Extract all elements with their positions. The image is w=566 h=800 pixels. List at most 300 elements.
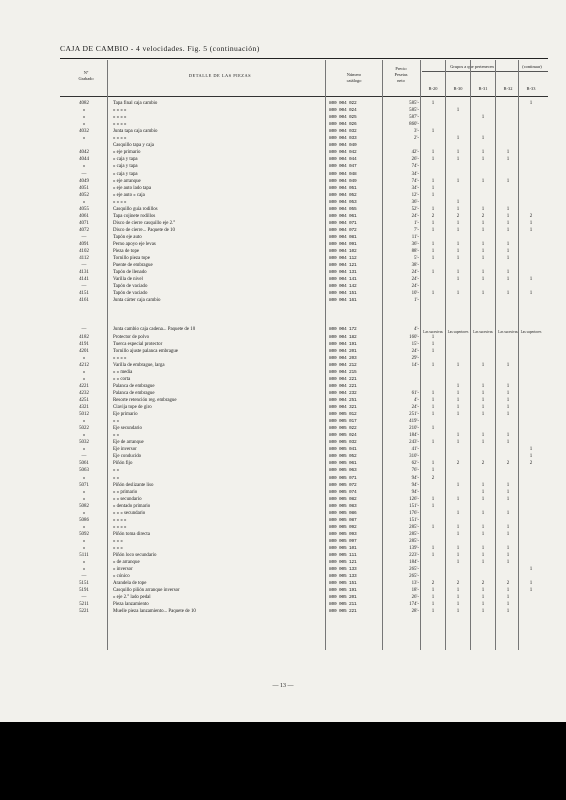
group-quantity: 1 xyxy=(431,440,435,446)
part-ref-number: 4051 xyxy=(79,185,89,191)
group-quantity: 1 xyxy=(481,405,485,410)
group-quantity: 1 xyxy=(481,277,485,283)
part-catalog-number: 800 004 091 xyxy=(329,242,357,247)
part-description: Junta cárter caja cambio xyxy=(113,298,161,304)
part-catalog-number: 800 004 040 xyxy=(329,143,357,149)
group-quantity: 1 xyxy=(431,602,435,608)
group-quantity: 1 xyxy=(481,531,485,537)
part-catalog-number: 800 005 061 xyxy=(329,461,357,467)
part-ref-number: 5032 xyxy=(79,440,89,446)
table-row xyxy=(0,425,566,432)
table-row xyxy=(0,348,566,355)
group-quantity: 2 xyxy=(529,461,533,467)
group-quantity: 1 xyxy=(456,560,460,566)
table-row xyxy=(0,545,566,552)
part-price: 62'- xyxy=(411,461,419,467)
table-row xyxy=(0,171,566,178)
part-price: 36'- xyxy=(411,242,419,247)
table-row xyxy=(0,262,566,269)
part-catalog-number: 800 005 191 xyxy=(329,588,357,594)
table-row xyxy=(0,199,566,206)
header-continuar: (continuar) xyxy=(522,64,542,69)
group-quantity: 1 xyxy=(481,220,485,226)
part-price: 76'- xyxy=(411,468,419,474)
group-quantity: 1 xyxy=(481,242,485,247)
table-row xyxy=(0,255,566,262)
group-quantity: 1 xyxy=(506,277,510,283)
part-price: 585'- xyxy=(409,101,419,106)
part-description: Casquillo guía rodillos xyxy=(113,206,158,212)
part-ref-number: » xyxy=(82,489,86,495)
table-row xyxy=(0,334,566,341)
part-description: » eje primario xyxy=(113,150,141,156)
group-quantity: 1 xyxy=(506,602,510,608)
group-quantity: 2 xyxy=(456,213,460,219)
part-ref-number: » xyxy=(82,560,86,566)
part-ref-number: » xyxy=(82,510,86,516)
part-description: Junta cambio caja cadena... Paquete de 10 xyxy=(113,327,196,333)
part-ref-number: » xyxy=(82,433,86,439)
part-catalog-number: 800 004 191 xyxy=(329,341,357,347)
table-row xyxy=(0,135,566,142)
group-quantity: 1 xyxy=(529,227,533,233)
part-price: 74'- xyxy=(411,178,419,184)
group-quantity: 1 xyxy=(431,185,435,191)
part-catalog-number: 800 004 221 xyxy=(329,376,357,382)
part-ref-number: 4161 xyxy=(79,298,89,304)
part-price: 13'- xyxy=(411,581,419,587)
part-price: 14'- xyxy=(411,362,419,368)
part-ref-number: 4112 xyxy=(79,256,89,262)
group-r31: R-31 xyxy=(478,86,488,91)
header-neto: neto xyxy=(397,78,405,83)
group-quantity: 1 xyxy=(506,405,510,410)
part-catalog-number: 800 004 048 xyxy=(329,171,357,177)
part-price: 26'- xyxy=(411,595,419,601)
table-row xyxy=(0,580,566,587)
part-description: Varilla de nivel xyxy=(113,277,143,283)
part-ref-number: » xyxy=(82,108,86,114)
part-ref-number: 5082 xyxy=(79,503,89,509)
part-description: Tornillo ajuste palanca embrague xyxy=(113,348,178,354)
table-row xyxy=(0,404,566,411)
group-quantity: 1 xyxy=(506,397,510,403)
group-quantity: 1 xyxy=(431,157,435,163)
part-description: » caja y tapa xyxy=(113,164,138,170)
group-quantity: 1 xyxy=(481,227,485,233)
part-price: 5'- xyxy=(414,256,419,262)
part-description: Tapa final caja cambio xyxy=(113,101,158,106)
part-price: 151'- xyxy=(409,517,419,523)
group-quantity: 1 xyxy=(431,588,435,594)
part-price: 34'- xyxy=(411,185,419,191)
part-ref-number: 4049 xyxy=(79,178,89,184)
group-quantity: 2 xyxy=(506,461,510,467)
group-quantity: 1 xyxy=(481,397,485,403)
group-quantity: 1 xyxy=(456,270,460,276)
part-catalog-number: 800 005 121 xyxy=(329,560,357,566)
part-catalog-number: 800 004 321 xyxy=(329,405,357,410)
table-row xyxy=(0,241,566,248)
part-catalog-number: 800 004 121 xyxy=(329,263,357,269)
part-description: » eje 2.° lado pedal xyxy=(113,595,151,601)
table-row xyxy=(0,439,566,446)
table-row xyxy=(0,149,566,156)
table-row xyxy=(0,107,566,114)
group-quantity: 1 xyxy=(481,595,485,601)
part-description: Disco de cierre casquillo eje 2.° xyxy=(113,220,176,226)
part-ref-number: 5012 xyxy=(79,412,89,418)
table-row xyxy=(0,213,566,220)
table-row xyxy=(0,475,566,482)
part-ref-number: 5086 xyxy=(79,517,89,523)
table-row xyxy=(0,100,566,107)
part-catalog-number: 800 005 017 xyxy=(329,419,357,425)
group-quantity: 1 xyxy=(481,362,485,368)
table-row xyxy=(0,594,566,601)
part-description: Eje de arranque xyxy=(113,440,144,446)
group-quantity: 1 xyxy=(506,362,510,368)
table-row xyxy=(0,418,566,425)
part-description: Pieza lanzamiento xyxy=(113,602,149,608)
part-ref-number: 4055 xyxy=(79,206,89,212)
group-quantity: 1 xyxy=(481,412,485,418)
part-description: Tapón de llenado xyxy=(113,270,147,276)
table-row xyxy=(0,192,566,199)
part-price: 24'- xyxy=(411,270,419,276)
table-row xyxy=(0,290,566,297)
group-quantity: 1 xyxy=(506,560,510,566)
group-quantity: 2 xyxy=(481,461,485,467)
group-quantity: 2 xyxy=(529,213,533,219)
group-quantity: 1 xyxy=(506,440,510,446)
part-catalog-number: 800 005 211 xyxy=(329,602,357,608)
part-price: 34'- xyxy=(411,171,419,177)
part-description: Arandela de tope xyxy=(113,581,147,587)
part-description: » » secundario xyxy=(113,496,142,502)
part-description: » » xyxy=(113,433,120,439)
group-quantity: 1 xyxy=(456,405,460,410)
part-price: 251'- xyxy=(409,412,419,418)
part-price: 24'- xyxy=(411,213,419,219)
part-ref-number: 4072 xyxy=(79,227,89,233)
part-ref-number: 4061 xyxy=(79,213,89,219)
table-row xyxy=(0,128,566,135)
part-catalog-number: 800 005 032 xyxy=(329,440,357,446)
group-quantity: 2 xyxy=(481,581,485,587)
table-row xyxy=(0,432,566,439)
part-ref-number: — xyxy=(81,263,87,269)
part-price: 210'- xyxy=(409,426,419,432)
group-quantity: 1 xyxy=(431,553,435,559)
group-quantity: 1 xyxy=(456,524,460,530)
group-quantity: 2 xyxy=(431,581,435,587)
part-ref-number: 5071 xyxy=(79,482,89,488)
part-description: Piñón toma directa xyxy=(113,531,150,537)
part-ref-number: » xyxy=(82,136,86,142)
part-catalog-number: 800 004 141 xyxy=(329,277,357,283)
group-quantity: 1 xyxy=(506,383,510,389)
part-description: » » xyxy=(113,475,120,481)
part-price: 1'- xyxy=(414,298,419,304)
part-description: » de arranque xyxy=(113,560,140,566)
part-price: 52'- xyxy=(411,206,419,212)
part-price: 12'- xyxy=(411,192,419,198)
part-price: 265'- xyxy=(409,574,419,580)
part-ref-number: » xyxy=(82,115,86,121)
group-quantity: 1 xyxy=(431,609,435,615)
group-quantity: 2 xyxy=(431,213,435,219)
part-price: 4'- xyxy=(414,327,419,333)
group-quantity: 1 xyxy=(481,249,485,255)
table-row xyxy=(0,383,566,390)
part-price: 88'- xyxy=(411,249,419,255)
part-ref-number: — xyxy=(81,454,87,460)
part-price: 285'- xyxy=(409,538,419,544)
part-catalog-number: 800 004 182 xyxy=(329,334,357,340)
group-quantity: 1 xyxy=(481,256,485,262)
part-ref-number: 5221 xyxy=(79,609,89,615)
part-description: Puente de embrague xyxy=(113,263,153,269)
group-quantity: 1 xyxy=(481,602,485,608)
table-row xyxy=(0,121,566,128)
group-quantity: 1 xyxy=(431,178,435,184)
part-description: Piñón fijo xyxy=(113,461,133,467)
part-price: 151'- xyxy=(409,503,419,509)
group-quantity: 1 xyxy=(506,510,510,516)
group-quantity: 1 xyxy=(481,553,485,559)
part-price: 61'- xyxy=(411,390,419,396)
group-quantity: 1 xyxy=(481,440,485,446)
group-quantity: 1 xyxy=(456,362,460,368)
table-row xyxy=(0,467,566,474)
group-quantity: 1 xyxy=(481,482,485,488)
part-description: Eje conducido xyxy=(113,454,142,460)
part-description: Protector de polvo xyxy=(113,334,150,340)
part-catalog-number: 800 004 203 xyxy=(329,355,357,361)
part-ref-number: — xyxy=(81,171,87,177)
part-ref-number: 4212 xyxy=(79,362,89,368)
group-note: Las sucesivas xyxy=(473,330,493,334)
part-ref-number: 4042 xyxy=(79,150,89,156)
part-ref-number: 4141 xyxy=(79,277,89,283)
part-price: 94'- xyxy=(411,489,419,495)
group-quantity: 1 xyxy=(506,213,510,219)
part-description: » » » xyxy=(113,546,123,551)
group-quantity: 1 xyxy=(431,227,435,233)
group-quantity: 1 xyxy=(506,546,510,551)
table-row xyxy=(0,178,566,185)
group-quantity: 1 xyxy=(456,199,460,205)
part-price: 243'- xyxy=(409,440,419,446)
part-ref-number: » xyxy=(82,524,86,530)
table-row xyxy=(0,573,566,580)
part-ref-number: 4102 xyxy=(79,249,89,255)
part-price: 419'- xyxy=(409,419,419,425)
group-quantity: 1 xyxy=(456,136,460,142)
part-ref-number: 4032 xyxy=(79,129,89,135)
group-quantity: 1 xyxy=(431,129,435,135)
group-quantity: 1 xyxy=(529,588,533,594)
group-quantity: 1 xyxy=(506,553,510,559)
group-quantity: 1 xyxy=(506,524,510,530)
part-ref-number: » xyxy=(82,546,86,551)
part-description: Casquillo piñón arranque inversor xyxy=(113,588,180,594)
part-catalog-number: 800 004 172 xyxy=(329,327,357,333)
part-ref-number: 4232 xyxy=(79,390,89,396)
group-quantity: 1 xyxy=(456,546,460,551)
group-quantity: 1 xyxy=(481,433,485,439)
part-description: » » xyxy=(113,468,120,474)
group-quantity: 1 xyxy=(456,249,460,255)
group-quantity: 1 xyxy=(431,334,435,340)
part-catalog-number: 800 005 072 xyxy=(329,482,357,488)
part-description: Clavija tope de giro xyxy=(113,405,152,410)
part-description: » eje arranque xyxy=(113,178,141,184)
part-description: » » » xyxy=(113,538,123,544)
group-quantity: 1 xyxy=(506,242,510,247)
part-description: » » » » xyxy=(113,122,127,128)
group-quantity: 1 xyxy=(456,227,460,233)
part-ref-number: 5151 xyxy=(79,581,89,587)
part-catalog-number: 800 004 232 xyxy=(329,390,357,396)
group-r30: R-30 xyxy=(453,86,463,91)
part-description: » » xyxy=(113,419,120,425)
part-price: 42'- xyxy=(411,150,419,156)
part-catalog-number: 800 004 072 xyxy=(329,227,357,233)
part-catalog-number: 800 005 083 xyxy=(329,503,357,509)
group-quantity: 1 xyxy=(456,482,460,488)
part-ref-number: 4131 xyxy=(79,270,89,276)
part-price: 74'- xyxy=(411,164,419,170)
part-description: Palanca de embrague xyxy=(113,383,155,389)
group-quantity: 1 xyxy=(431,595,435,601)
part-catalog-number: 800 004 071 xyxy=(329,220,357,226)
part-description: » » » » xyxy=(113,524,127,530)
table-row xyxy=(0,510,566,517)
group-quantity: 1 xyxy=(431,150,435,156)
table-row xyxy=(0,220,566,227)
part-price: 7'- xyxy=(414,227,419,233)
table-row xyxy=(0,503,566,510)
group-quantity: 1 xyxy=(506,227,510,233)
group-quantity: 1 xyxy=(529,277,533,283)
header-catalogo: catálogo xyxy=(346,78,362,83)
part-ref-number: » xyxy=(82,496,86,502)
part-description: Tornillo pieza tope xyxy=(113,256,150,262)
part-ref-number: 4182 xyxy=(79,334,89,340)
part-catalog-number: 800 004 055 xyxy=(329,206,357,212)
group-quantity: 1 xyxy=(456,609,460,615)
part-ref-number: » xyxy=(82,199,86,205)
part-description: » » corta xyxy=(113,376,131,382)
part-description: Casquillo tapa y caja xyxy=(113,143,154,149)
part-description: » » » » xyxy=(113,355,127,361)
part-catalog-number: 800 004 212 xyxy=(329,362,357,368)
part-ref-number: 4052 xyxy=(79,192,89,198)
part-catalog-number: 800 004 026 xyxy=(329,122,357,128)
group-quantity: 1 xyxy=(431,461,435,467)
part-ref-number: 4082 xyxy=(79,101,89,106)
table-row xyxy=(0,355,566,362)
group-quantity: 1 xyxy=(506,531,510,537)
group-quantity: 1 xyxy=(481,383,485,389)
header-numero: Número xyxy=(346,72,362,77)
part-ref-number: — xyxy=(81,284,87,290)
part-ref-number: 4071 xyxy=(79,220,89,226)
group-quantity: 1 xyxy=(481,609,485,615)
group-quantity: 1 xyxy=(481,546,485,551)
part-price: 585'- xyxy=(409,108,419,114)
part-catalog-number: 800 004 022 xyxy=(329,101,357,106)
part-catalog-number: 800 005 022 xyxy=(329,426,357,432)
part-price: 587'- xyxy=(409,115,419,121)
table-row xyxy=(0,517,566,524)
part-ref-number: 5191 xyxy=(79,588,89,594)
part-price: 2'- xyxy=(414,136,419,142)
part-description: Palanca de embrague xyxy=(113,390,155,396)
part-description: » eje auto » caja xyxy=(113,192,145,198)
part-ref-number: 4091 xyxy=(79,242,89,247)
part-description: Pieza de tope xyxy=(113,249,140,255)
part-price: 184'- xyxy=(409,560,419,566)
part-catalog-number: 800 004 142 xyxy=(329,284,357,290)
table-row xyxy=(0,185,566,192)
table-row xyxy=(0,156,566,163)
table-row xyxy=(0,489,566,496)
header-num: Nº xyxy=(83,70,89,75)
group-quantity: 1 xyxy=(506,150,510,156)
part-description: Eje secundario xyxy=(113,426,142,432)
part-catalog-number: 800 004 032 xyxy=(329,129,357,135)
part-price: 29'- xyxy=(411,355,419,361)
table-row xyxy=(0,608,566,615)
group-quantity: 1 xyxy=(431,503,435,509)
table-row xyxy=(0,552,566,559)
part-catalog-number: 800 004 049 xyxy=(329,178,357,184)
group-quantity: 1 xyxy=(431,546,435,551)
part-ref-number: 4201 xyxy=(79,348,89,354)
part-description: Tapón eje auto xyxy=(113,234,142,240)
table-row xyxy=(0,369,566,376)
part-ref-number: — xyxy=(81,327,87,333)
part-ref-number: » xyxy=(82,369,86,375)
part-price: 184'- xyxy=(409,433,419,439)
group-note: Las sucesivas xyxy=(423,330,443,334)
header-precio: Precio xyxy=(395,66,407,71)
group-quantity: 1 xyxy=(456,595,460,601)
table-row xyxy=(0,397,566,404)
part-catalog-number: 800 004 251 xyxy=(329,397,357,403)
group-quantity: 1 xyxy=(431,496,435,502)
part-price: 3'- xyxy=(414,129,419,135)
part-price: 41'- xyxy=(411,447,419,453)
table-row xyxy=(0,283,566,290)
part-catalog-number: 800 004 151 xyxy=(329,291,357,297)
part-description: Tuerca especial protector xyxy=(113,341,163,347)
table-row xyxy=(0,297,566,304)
table-row xyxy=(0,206,566,213)
part-description: » inversor xyxy=(113,567,133,573)
group-quantity: 1 xyxy=(506,433,510,439)
group-quantity: 1 xyxy=(431,426,435,432)
part-ref-number: 4044 xyxy=(79,157,89,163)
part-price: 15'- xyxy=(411,341,419,347)
page-title: CAJA DE CAMBIO - 4 velocidades. Fig. 5 (continuación) xyxy=(60,44,260,53)
part-catalog-number: 800 005 063 xyxy=(329,468,357,474)
part-catalog-number: 800 004 025 xyxy=(329,115,357,121)
group-quantity: 1 xyxy=(431,412,435,418)
